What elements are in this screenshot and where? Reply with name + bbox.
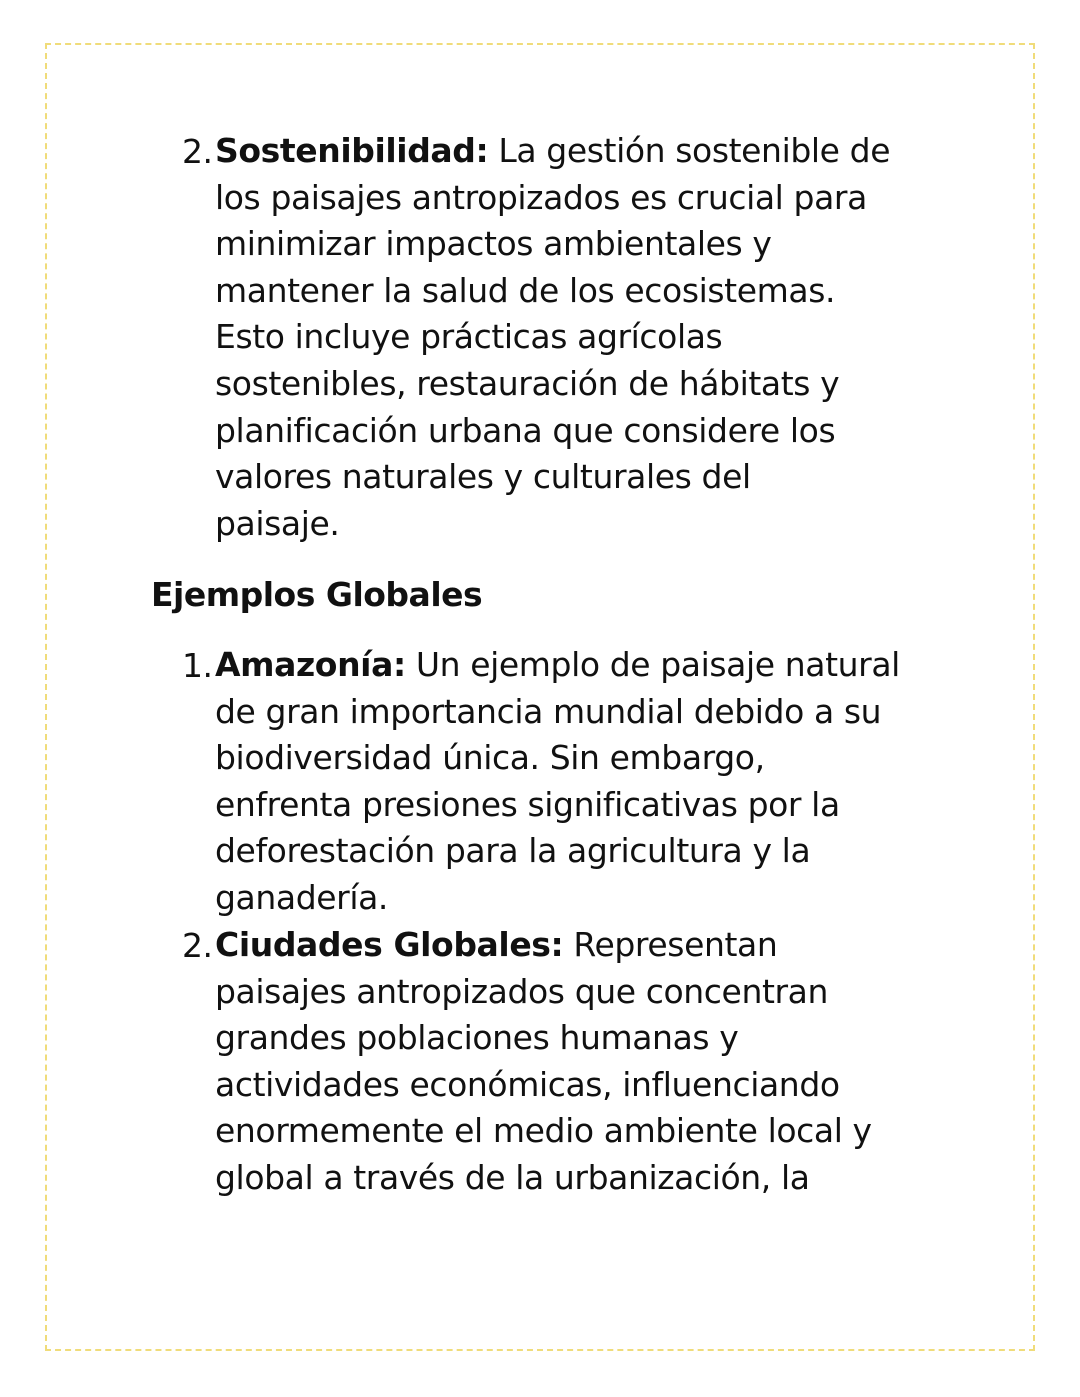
list-item-line: planificación urbana que considere los (215, 410, 836, 450)
list-item-line: los paisajes antropizados es crucial para (215, 177, 867, 217)
list-item-line: enormemente el medio ambiente local y (215, 1111, 872, 1151)
list-item-body (215, 642, 975, 922)
list-item-line: ganadería. (215, 877, 389, 917)
list-item-line: Amazonía: Un ejemplo de paisaje natural (215, 645, 900, 684)
list-item-line: deforestación para la agricultura y la (215, 831, 811, 871)
list-item-line: actividades económicas, influenciando (215, 1064, 840, 1104)
section-heading: Ejemplos Globales (151, 575, 483, 614)
list-item-line: Ciudades Globales: Representan (215, 925, 778, 964)
list-item-line: Sostenibilidad: La gestión sostenible de (215, 131, 891, 170)
list-item-number: 2. (182, 926, 213, 965)
list-item-line: minimizar impactos ambientales y (215, 224, 772, 264)
list-item-body (215, 128, 975, 547)
list-item-number: 2. (182, 132, 213, 171)
list-item-line: de gran importancia mundial debido a su (215, 691, 882, 731)
list-item-line: Esto incluye prácticas agrícolas (215, 317, 723, 357)
list-item-line: paisajes antropizados que concentran (215, 971, 829, 1011)
list-item-line: biodiversidad única. Sin embargo, (215, 738, 765, 778)
list-item-line: enfrenta presiones significativas por la (215, 784, 840, 824)
list-item-number: 1. (182, 646, 213, 685)
list-item-line: mantener la salud de los ecosistemas. (215, 270, 836, 310)
list-item-line: global a través de la urbanización, la (215, 1157, 810, 1197)
list-item-term: Amazonía: (215, 645, 406, 684)
list-item-term: Sostenibilidad: (215, 131, 489, 170)
list-item-line: grandes poblaciones humanas y (215, 1018, 739, 1058)
list-item-line: sostenibles, restauración de hábitats y (215, 363, 840, 403)
list-item-term: Ciudades Globales: (215, 925, 564, 964)
list-item-body (215, 922, 975, 1202)
list-item-line: valores naturales y culturales del (215, 457, 751, 497)
list-item-line: paisaje. (215, 503, 340, 543)
